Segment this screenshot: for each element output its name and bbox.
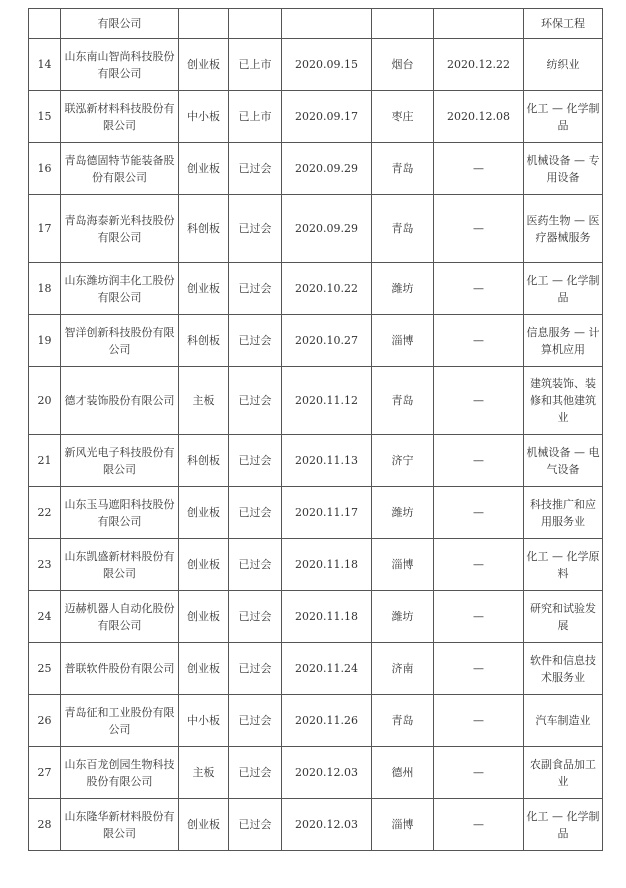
table-row	[29, 263, 603, 315]
cell-no: 28	[29, 799, 61, 851]
cell-industry: 软件和信息技术服务业	[524, 643, 603, 695]
cell-industry: 汽车制造业	[524, 695, 603, 747]
cell-status: 已上市	[229, 91, 282, 143]
cell-no: 20	[29, 367, 61, 435]
cell-date: 2020.09.17	[282, 91, 372, 143]
cell-no: 14	[29, 39, 61, 91]
table-row-continuation	[29, 9, 603, 39]
cell-board: 中小板	[179, 695, 229, 747]
table-row	[29, 435, 603, 487]
cell-date: 2020.09.29	[282, 143, 372, 195]
cell-status: 已过会	[229, 263, 282, 315]
cell-industry: 信息服务 — 计算机应用	[524, 315, 603, 367]
cell-date: 2020.11.18	[282, 539, 372, 591]
cell-company: 有限公司	[61, 9, 179, 39]
table-row	[29, 591, 603, 643]
table-row	[29, 367, 603, 435]
cell-board: 科创板	[179, 435, 229, 487]
cell-status: 已上市	[229, 39, 282, 91]
cell-listing-date: —	[434, 143, 524, 195]
cell-company: 德才装饰股份有限公司	[61, 367, 179, 435]
table-row	[29, 695, 603, 747]
cell-city: 德州	[372, 747, 434, 799]
cell-company: 山东百龙创园生物科技股份有限公司	[61, 747, 179, 799]
cell-board: 创业板	[179, 39, 229, 91]
cell-status: 已过会	[229, 591, 282, 643]
cell-no: 22	[29, 487, 61, 539]
cell-status: 已过会	[229, 539, 282, 591]
cell-no: 21	[29, 435, 61, 487]
cell-board: 科创板	[179, 315, 229, 367]
cell-company: 迈赫机器人自动化股份有限公司	[61, 591, 179, 643]
cell-company: 青岛德固特节能装备股份有限公司	[61, 143, 179, 195]
cell-date	[282, 9, 372, 39]
table-row	[29, 487, 603, 539]
cell-board: 创业板	[179, 643, 229, 695]
cell-industry: 建筑装饰、装修和其他建筑业	[524, 367, 603, 435]
cell-status: 已过会	[229, 195, 282, 263]
cell-city	[372, 9, 434, 39]
cell-status: 已过会	[229, 747, 282, 799]
cell-listing-date: —	[434, 539, 524, 591]
cell-listing-date: 2020.12.22	[434, 39, 524, 91]
table-row	[29, 315, 603, 367]
table-row	[29, 143, 603, 195]
cell-status: 已过会	[229, 799, 282, 851]
ipo-company-table	[28, 8, 603, 851]
cell-board: 创业板	[179, 799, 229, 851]
cell-industry: 环保工程	[524, 9, 603, 39]
cell-date: 2020.11.17	[282, 487, 372, 539]
cell-industry: 科技推广和应用服务业	[524, 487, 603, 539]
cell-city: 潍坊	[372, 263, 434, 315]
cell-board: 主板	[179, 367, 229, 435]
cell-board: 创业板	[179, 143, 229, 195]
cell-date: 2020.11.26	[282, 695, 372, 747]
table-row	[29, 643, 603, 695]
cell-status: 已过会	[229, 315, 282, 367]
cell-status: 已过会	[229, 435, 282, 487]
cell-city: 淄博	[372, 799, 434, 851]
cell-city: 青岛	[372, 143, 434, 195]
cell-board: 创业板	[179, 591, 229, 643]
cell-company: 青岛征和工业股份有限公司	[61, 695, 179, 747]
cell-listing-date: —	[434, 487, 524, 539]
cell-date: 2020.12.03	[282, 799, 372, 851]
cell-company: 山东潍坊润丰化工股份有限公司	[61, 263, 179, 315]
cell-listing-date: —	[434, 799, 524, 851]
cell-listing-date: —	[434, 315, 524, 367]
cell-no: 23	[29, 539, 61, 591]
cell-city: 青岛	[372, 195, 434, 263]
cell-listing-date: —	[434, 195, 524, 263]
cell-listing-date: 2020.12.08	[434, 91, 524, 143]
cell-listing-date: —	[434, 643, 524, 695]
cell-company: 普联软件股份有限公司	[61, 643, 179, 695]
cell-industry: 化工 — 化学制品	[524, 799, 603, 851]
cell-board	[179, 9, 229, 39]
cell-company: 青岛海泰新光科技股份有限公司	[61, 195, 179, 263]
cell-no	[29, 9, 61, 39]
cell-no: 27	[29, 747, 61, 799]
cell-date: 2020.11.24	[282, 643, 372, 695]
cell-board: 中小板	[179, 91, 229, 143]
cell-city: 潍坊	[372, 591, 434, 643]
cell-industry: 机械设备 — 电气设备	[524, 435, 603, 487]
cell-status: 已过会	[229, 143, 282, 195]
cell-industry: 农副食品加工业	[524, 747, 603, 799]
cell-date: 2020.11.13	[282, 435, 372, 487]
cell-no: 19	[29, 315, 61, 367]
cell-no: 25	[29, 643, 61, 695]
table-row	[29, 799, 603, 851]
cell-city: 青岛	[372, 695, 434, 747]
cell-date: 2020.11.18	[282, 591, 372, 643]
cell-status: 已过会	[229, 643, 282, 695]
cell-listing-date: —	[434, 591, 524, 643]
table-row	[29, 39, 603, 91]
cell-date: 2020.10.27	[282, 315, 372, 367]
cell-listing-date	[434, 9, 524, 39]
cell-company: 山东凯盛新材料股份有限公司	[61, 539, 179, 591]
cell-listing-date: —	[434, 695, 524, 747]
table-row	[29, 539, 603, 591]
cell-date: 2020.09.29	[282, 195, 372, 263]
cell-no: 24	[29, 591, 61, 643]
table-row	[29, 91, 603, 143]
cell-city: 淄博	[372, 539, 434, 591]
cell-date: 2020.10.22	[282, 263, 372, 315]
cell-company: 山东玉马遮阳科技股份有限公司	[61, 487, 179, 539]
cell-company: 新风光电子科技股份有限公司	[61, 435, 179, 487]
cell-status: 已过会	[229, 367, 282, 435]
cell-date: 2020.09.15	[282, 39, 372, 91]
cell-city: 烟台	[372, 39, 434, 91]
cell-board: 创业板	[179, 487, 229, 539]
cell-company: 联泓新材料科技股份有限公司	[61, 91, 179, 143]
cell-city: 枣庄	[372, 91, 434, 143]
cell-industry: 化工 — 化学制品	[524, 263, 603, 315]
cell-no: 17	[29, 195, 61, 263]
cell-board: 创业板	[179, 539, 229, 591]
cell-listing-date: —	[434, 435, 524, 487]
cell-industry: 纺织业	[524, 39, 603, 91]
cell-industry: 化工 — 化学原料	[524, 539, 603, 591]
cell-city: 济南	[372, 643, 434, 695]
cell-status: 已过会	[229, 487, 282, 539]
table-row	[29, 195, 603, 263]
cell-city: 济宁	[372, 435, 434, 487]
cell-city: 青岛	[372, 367, 434, 435]
cell-board: 创业板	[179, 263, 229, 315]
cell-listing-date: —	[434, 263, 524, 315]
cell-board: 主板	[179, 747, 229, 799]
cell-industry: 医药生物 — 医疗器械服务	[524, 195, 603, 263]
cell-status	[229, 9, 282, 39]
cell-date: 2020.12.03	[282, 747, 372, 799]
cell-company: 智洋创新科技股份有限公司	[61, 315, 179, 367]
cell-listing-date: —	[434, 367, 524, 435]
cell-no: 18	[29, 263, 61, 315]
cell-status: 已过会	[229, 695, 282, 747]
cell-city: 潍坊	[372, 487, 434, 539]
cell-board: 科创板	[179, 195, 229, 263]
cell-company: 山东隆华新材料股份有限公司	[61, 799, 179, 851]
cell-company: 山东南山智尚科技股份有限公司	[61, 39, 179, 91]
cell-no: 26	[29, 695, 61, 747]
cell-date: 2020.11.12	[282, 367, 372, 435]
cell-industry: 化工 — 化学制品	[524, 91, 603, 143]
cell-industry: 研究和试验发展	[524, 591, 603, 643]
cell-no: 15	[29, 91, 61, 143]
cell-listing-date: —	[434, 747, 524, 799]
cell-industry: 机械设备 — 专用设备	[524, 143, 603, 195]
cell-city: 淄博	[372, 315, 434, 367]
table-row	[29, 747, 603, 799]
cell-no: 16	[29, 143, 61, 195]
